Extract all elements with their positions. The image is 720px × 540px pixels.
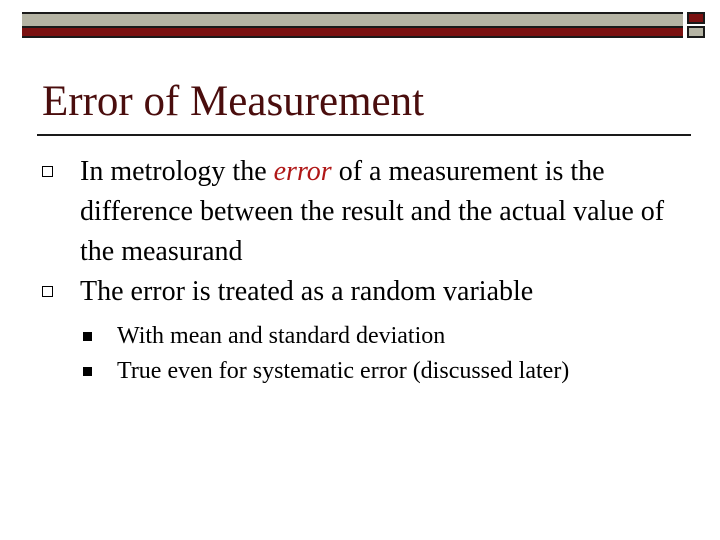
slide-title: Error of Measurement: [42, 78, 425, 125]
hollow-square-icon: [42, 286, 53, 297]
hollow-square-icon: [42, 166, 53, 177]
filled-square-icon: [83, 367, 92, 376]
sub-bullet-item: [0, 354, 720, 389]
filled-square-icon: [83, 332, 92, 341]
bullet-list: [0, 152, 720, 389]
bullet-text-end: of a measurement is the difference between the result and the actual value of the measurand: [80, 156, 665, 267]
sub-bullet-list: [0, 319, 720, 389]
top-decorative-band: [22, 12, 683, 38]
bullet-item-error-definition: [0, 152, 680, 272]
decorative-square-bottom: [687, 26, 705, 38]
decorative-square-top: [687, 12, 705, 24]
title-underline: [37, 134, 691, 136]
bullet-item-random-variable: [0, 272, 680, 312]
emphasized-term: error: [273, 156, 332, 187]
bullet-text: The error is treated as a random variable: [80, 276, 534, 307]
sub-bullet-item: [0, 319, 720, 354]
sub-bullet-text: True even for systematic error (discussed later): [117, 358, 570, 384]
bullet-text-start: In metrology the: [80, 156, 274, 187]
sub-bullet-text: With mean and standard deviation: [117, 323, 446, 349]
top-decorative-squares: [687, 12, 705, 38]
